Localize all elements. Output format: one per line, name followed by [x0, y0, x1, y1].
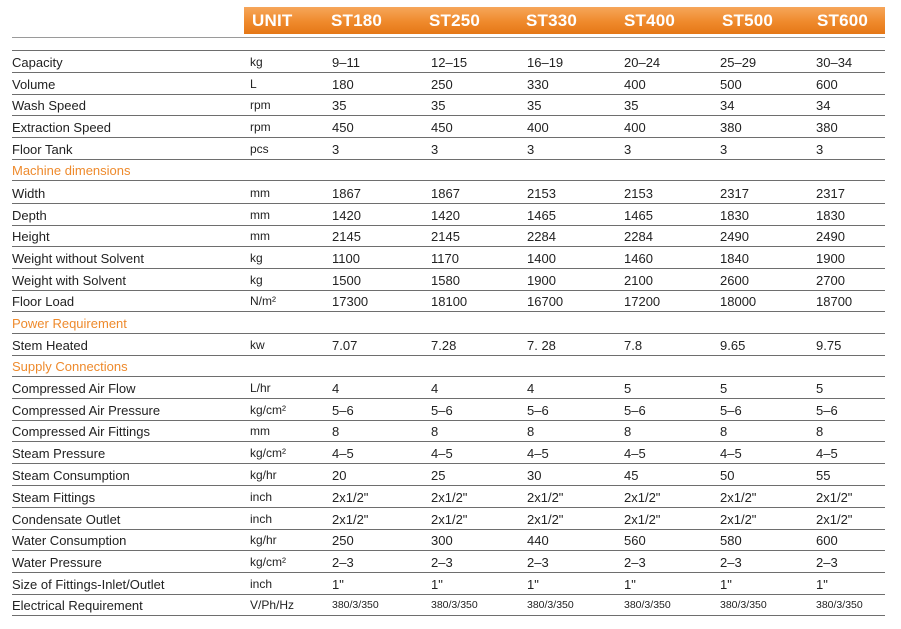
row-value: 9–11 [332, 55, 360, 70]
row-value: 2284 [624, 229, 653, 244]
row-label: Weight without Solvent [12, 251, 144, 266]
row-value: 1460 [624, 251, 653, 266]
row-value: 1100 [332, 251, 360, 266]
row-value: 2490 [816, 229, 845, 244]
row-value: 8 [624, 424, 632, 439]
table-row [12, 399, 885, 421]
row-value: 380/3/350 [624, 599, 671, 611]
row-value: 9.65 [720, 338, 746, 353]
row-value: 17300 [332, 294, 369, 309]
row-value: 2153 [624, 186, 653, 201]
row-value: 330 [527, 77, 549, 92]
row-label: Depth [12, 208, 47, 223]
row-unit: kg [250, 55, 263, 69]
table-row [12, 51, 885, 73]
row-value: 30–34 [816, 55, 853, 70]
row-value: 1420 [431, 208, 460, 223]
row-value: 5 [720, 381, 728, 396]
row-value: 34 [720, 98, 735, 113]
table-header-bar [244, 7, 885, 34]
row-value: 7.07 [332, 338, 358, 353]
row-value: 500 [720, 77, 742, 92]
row-unit: L/hr [250, 381, 271, 395]
row-value: 4–5 [332, 446, 354, 461]
row-value: 2x1/2" [332, 512, 369, 527]
row-value: 3 [332, 142, 340, 157]
row-unit: inch [250, 512, 273, 526]
row-value: 9.75 [816, 338, 842, 353]
row-value: 20 [332, 468, 347, 483]
row-unit: N/m² [250, 294, 276, 308]
row-unit: V/Ph/Hz [250, 598, 295, 612]
row-value: 18100 [431, 294, 468, 309]
row-value: 1465 [527, 208, 556, 223]
row-value: 2x1/2" [431, 512, 468, 527]
row-value: 7. 28 [527, 338, 556, 353]
row-value: 2x1/2" [431, 490, 468, 505]
row-value: 1500 [332, 273, 361, 288]
row-unit: mm [250, 229, 270, 243]
row-value: 1900 [527, 273, 556, 288]
row-value: 4–5 [816, 446, 838, 461]
row-value: 400 [624, 77, 646, 92]
row-value: 34 [816, 98, 831, 113]
row-value: 2x1/2" [624, 512, 661, 527]
table-row [12, 377, 885, 399]
row-value: 2600 [720, 273, 749, 288]
row-value: 2x1/2" [527, 512, 564, 527]
table-row [12, 595, 885, 616]
row-value: 2–3 [527, 555, 549, 570]
row-unit: rpm [250, 98, 271, 112]
row-value: 380/3/350 [816, 599, 863, 611]
table-row [12, 95, 885, 116]
row-value: 7.8 [624, 338, 643, 353]
row-value: 4 [527, 381, 535, 396]
row-value: 600 [816, 533, 838, 548]
row-label: Electrical Requirement [12, 598, 143, 613]
row-unit: kg/hr [250, 468, 277, 482]
row-value: 1867 [431, 186, 460, 201]
row-value: 2145 [431, 229, 460, 244]
section-heading-row [12, 312, 885, 334]
row-value: 380 [816, 120, 838, 135]
row-value: 5–6 [527, 403, 549, 418]
row-value: 580 [720, 533, 742, 548]
row-value: 5 [816, 381, 824, 396]
row-value: 2x1/2" [720, 512, 757, 527]
row-value: 45 [624, 468, 639, 483]
row-value: 600 [816, 77, 838, 92]
row-value: 5 [624, 381, 632, 396]
row-value: 5–6 [816, 403, 838, 418]
row-value: 2317 [720, 186, 749, 201]
row-unit: kg/cm² [250, 403, 286, 417]
table-row [12, 204, 885, 226]
row-value: 2100 [624, 273, 653, 288]
row-value: 35 [624, 98, 639, 113]
row-unit: rpm [250, 120, 271, 134]
row-value: 25 [431, 468, 446, 483]
row-value: 2x1/2" [816, 490, 853, 505]
row-value: 5–6 [431, 403, 453, 418]
row-label: Height [12, 229, 50, 244]
row-label: Compressed Air Flow [12, 381, 136, 396]
row-label: Water Consumption [12, 533, 127, 548]
row-value: 17200 [624, 294, 661, 309]
header-model: ST180 [331, 11, 383, 30]
header-model: ST600 [817, 11, 869, 30]
row-value: 1830 [720, 208, 749, 223]
row-value: 55 [816, 468, 831, 483]
table-row [12, 269, 885, 291]
row-label: Weight with Solvent [12, 273, 126, 288]
section-heading: Power Requirement [12, 316, 127, 331]
row-value: 8 [720, 424, 728, 439]
row-value: 380/3/350 [332, 599, 379, 611]
section-heading-row [12, 356, 885, 377]
header-unit: UNIT [252, 11, 293, 30]
table-row [12, 291, 885, 312]
row-value: 3 [527, 142, 535, 157]
row-value: 380/3/350 [431, 599, 478, 611]
row-value: 2284 [527, 229, 556, 244]
row-value: 5–6 [332, 403, 354, 418]
row-value: 16700 [527, 294, 564, 309]
row-value: 20–24 [624, 55, 661, 70]
row-label: Compressed Air Fittings [12, 424, 150, 439]
row-value: 2–3 [720, 555, 742, 570]
row-value: 3 [816, 142, 824, 157]
row-unit: kg [250, 273, 263, 287]
row-label: Wash Speed [12, 98, 86, 113]
table-row [12, 508, 885, 530]
row-value: 2–3 [332, 555, 354, 570]
row-value: 400 [624, 120, 646, 135]
table-row [12, 551, 885, 573]
row-value: 4–5 [527, 446, 549, 461]
row-value: 18000 [720, 294, 757, 309]
table-row [12, 334, 885, 356]
row-value: 300 [431, 533, 453, 548]
table-row [12, 486, 885, 508]
row-value: 4–5 [720, 446, 742, 461]
table-row [12, 464, 885, 486]
row-value: 2x1/2" [332, 490, 369, 505]
row-value: 440 [527, 533, 549, 548]
row-value: 35 [527, 98, 542, 113]
row-value: 8 [527, 424, 535, 439]
row-value: 3 [624, 142, 632, 157]
row-value: 2–3 [431, 555, 453, 570]
row-label: Steam Fittings [12, 490, 96, 505]
row-label: Volume [12, 77, 56, 92]
row-value: 250 [431, 77, 453, 92]
row-label: Compressed Air Pressure [12, 403, 161, 418]
row-label: Steam Consumption [12, 468, 130, 483]
row-value: 450 [332, 120, 354, 135]
header-divider [12, 37, 885, 38]
section-heading: Supply Connections [12, 359, 128, 374]
row-label: Floor Load [12, 294, 75, 309]
row-unit: kg/cm² [250, 555, 286, 569]
row-value: 2x1/2" [720, 490, 757, 505]
table-row [12, 442, 885, 464]
row-unit: mm [250, 424, 270, 438]
row-value: 8 [431, 424, 439, 439]
row-unit: kg/cm² [250, 446, 286, 460]
row-unit: inch [250, 577, 273, 591]
row-label: Condensate Outlet [12, 512, 121, 527]
header-model: ST330 [526, 11, 578, 30]
row-value: 1170 [431, 251, 459, 266]
header-model: ST500 [722, 11, 774, 30]
row-value: 2–3 [624, 555, 646, 570]
section-heading-row [12, 160, 885, 181]
row-value: 250 [332, 533, 354, 548]
row-label: Stem Heated [12, 338, 88, 353]
row-value: 3 [720, 142, 728, 157]
row-label: Floor Tank [12, 142, 73, 157]
row-value: 1" [527, 577, 539, 592]
row-value: 1400 [527, 251, 556, 266]
row-value: 1840 [720, 251, 749, 266]
row-value: 4–5 [624, 446, 646, 461]
row-unit: L [250, 77, 257, 91]
table-row [12, 181, 885, 204]
row-value: 450 [431, 120, 453, 135]
row-unit: kw [250, 338, 265, 352]
row-value: 2x1/2" [816, 512, 853, 527]
row-value: 180 [332, 77, 354, 92]
section-heading: Machine dimensions [12, 163, 131, 178]
row-label: Extraction Speed [12, 120, 112, 135]
row-value: 12–15 [431, 55, 468, 70]
header-model: ST400 [624, 11, 676, 30]
row-unit: pcs [250, 142, 269, 156]
table-row [12, 116, 885, 138]
row-value: 1" [431, 577, 443, 592]
row-unit: mm [250, 208, 270, 222]
row-value: 2x1/2" [527, 490, 564, 505]
row-value: 1465 [624, 208, 653, 223]
table-row [12, 138, 885, 160]
row-value: 4 [431, 381, 439, 396]
row-value: 25–29 [720, 55, 757, 70]
row-value: 18700 [816, 294, 853, 309]
row-value: 50 [720, 468, 735, 483]
row-value: 560 [624, 533, 646, 548]
row-value: 8 [816, 424, 824, 439]
table-row [12, 573, 885, 595]
table-row [12, 247, 885, 269]
row-value: 400 [527, 120, 549, 135]
row-value: 3 [431, 142, 439, 157]
row-value: 380/3/350 [720, 599, 767, 611]
row-value: 1" [624, 577, 636, 592]
row-value: 5–6 [720, 403, 742, 418]
row-label: Capacity [12, 55, 63, 70]
row-value: 16–19 [527, 55, 564, 70]
row-value: 2490 [720, 229, 749, 244]
row-value: 1580 [431, 273, 460, 288]
row-value: 1" [332, 577, 344, 592]
row-value: 8 [332, 424, 340, 439]
row-value: 380/3/350 [527, 599, 574, 611]
header-model: ST250 [429, 11, 481, 30]
table-row [12, 73, 885, 95]
table-row [12, 421, 885, 442]
row-value: 30 [527, 468, 542, 483]
row-value: 7.28 [431, 338, 457, 353]
row-value: 1867 [332, 186, 361, 201]
row-value: 380 [720, 120, 742, 135]
row-value: 2145 [332, 229, 361, 244]
row-value: 1" [816, 577, 828, 592]
row-label: Steam Pressure [12, 446, 106, 461]
row-value: 1830 [816, 208, 845, 223]
row-unit: kg/hr [250, 533, 277, 547]
row-label: Width [12, 186, 46, 201]
row-value: 2317 [816, 186, 845, 201]
row-value: 4 [332, 381, 340, 396]
table-row [12, 530, 885, 551]
row-value: 2153 [527, 186, 556, 201]
table-row [12, 226, 885, 247]
row-value: 35 [332, 98, 347, 113]
row-value: 1" [720, 577, 732, 592]
row-value: 1420 [332, 208, 361, 223]
row-value: 4–5 [431, 446, 453, 461]
row-value: 2–3 [816, 555, 838, 570]
row-value: 35 [431, 98, 446, 113]
row-value: 5–6 [624, 403, 646, 418]
row-unit: kg [250, 251, 263, 265]
row-label: Water Pressure [12, 555, 102, 570]
row-value: 2x1/2" [624, 490, 661, 505]
row-label: Size of Fittings-Inlet/Outlet [12, 577, 165, 592]
row-unit: inch [250, 490, 273, 504]
row-value: 2700 [816, 273, 845, 288]
row-value: 1900 [816, 251, 845, 266]
row-unit: mm [250, 186, 270, 200]
